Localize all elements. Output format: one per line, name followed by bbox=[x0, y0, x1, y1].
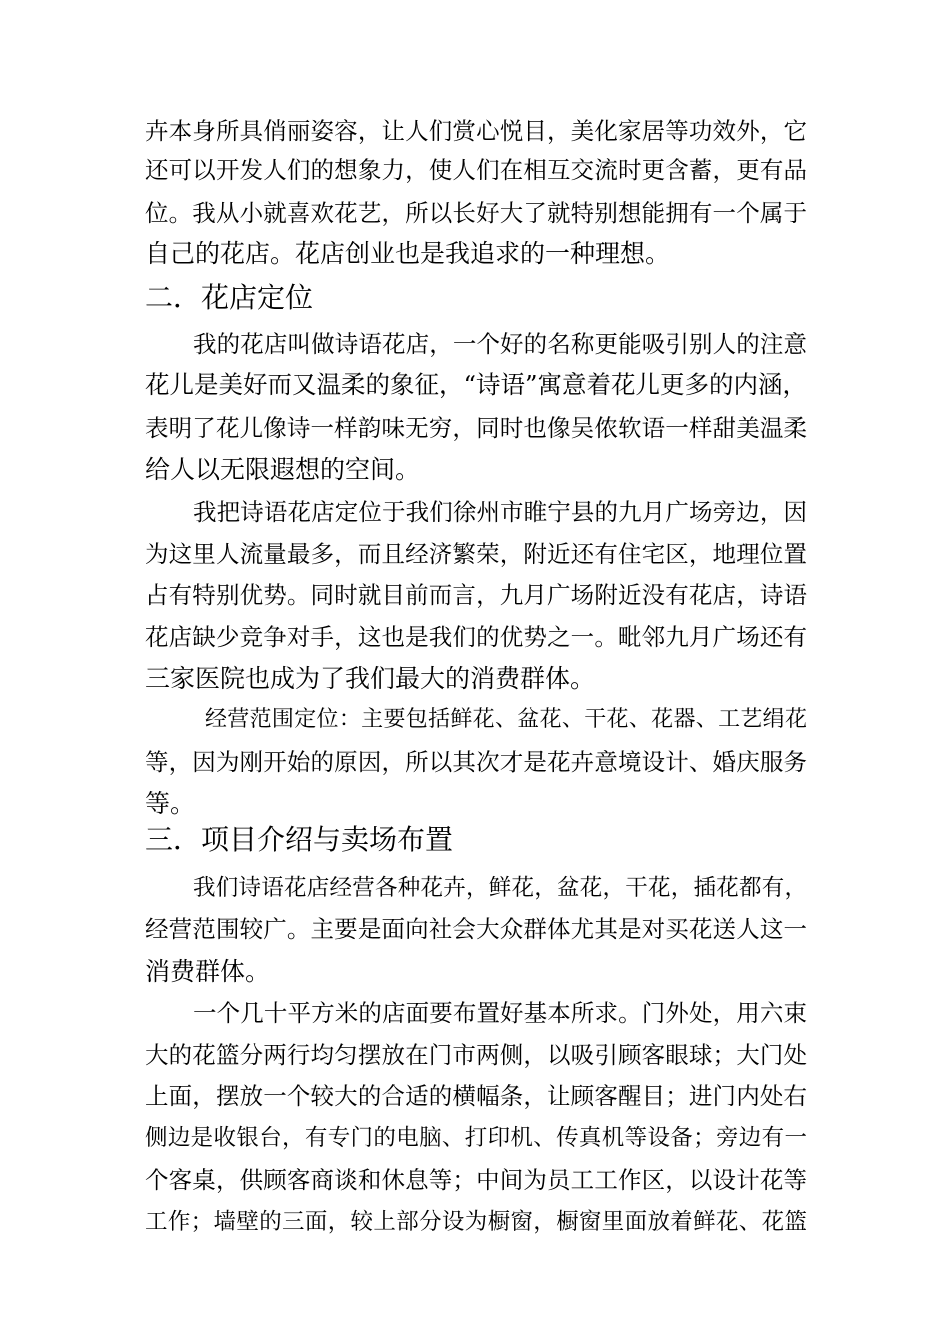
paragraph-line: 大的花篮分两行均匀摆放在门市两侧，以吸引顾客眼球；大门处 bbox=[145, 1041, 807, 1069]
paragraph-line: 我们诗语花店经营各种花卉，鲜花，盆花，干花，插花都有， bbox=[193, 875, 807, 901]
paragraph-line: 个客桌，供顾客商谈和休息等；中间为员工工作区，以设计花等 bbox=[145, 1166, 807, 1194]
paragraph-line: 三家医院也成为了我们最大的消费群体。 bbox=[145, 664, 596, 693]
paragraph-line: 还可以开发人们的想象力，使人们在相互交流时更含蓄，更有品 bbox=[145, 156, 807, 184]
paragraph-line: 表明了花儿像诗一样韵味无穷，同时也像吴侬软语一样甜美温柔 bbox=[145, 414, 807, 442]
paragraph-line: 自己的花店。花店创业也是我追求的一种理想。 bbox=[145, 239, 671, 268]
paragraph-line: 工作；墙壁的三面，较上部分设为橱窗，橱窗里面放着鲜花、花篮 bbox=[145, 1209, 807, 1235]
paragraph-line: 侧边是收银台，有专门的电脑、打印机、传真机等设备；旁边有一 bbox=[145, 1125, 807, 1151]
paragraph-line: 占有特别优势。同时就目前而言，九月广场附近没有花店，诗语 bbox=[145, 581, 807, 609]
paragraph-line: 我的花店叫做诗语花店，一个好的名称更能吸引别人的注意 bbox=[193, 330, 807, 358]
paragraph-line: 上面，摆放一个较大的合适的横幅条，让顾客醒目；进门内处右 bbox=[145, 1082, 807, 1110]
paragraph-line: 我把诗语花店定位于我们徐州市睢宁县的九月广场旁边，因 bbox=[193, 498, 807, 526]
paragraph-line: 花儿是美好而又温柔的象征，“诗语”寓意着花儿更多的内涵， bbox=[145, 370, 808, 399]
section-heading: 三．项目介绍与卖场布置 bbox=[145, 823, 454, 856]
paragraph-line: 位。我从小就喜欢花艺，所以长好大了就特别想能拥有一个属于 bbox=[145, 199, 807, 227]
paragraph-line: 经营范围较广。主要是面向社会大众群体尤其是对买花送人这一 bbox=[145, 915, 807, 943]
paragraph-line: 等。 bbox=[145, 789, 196, 818]
section-heading: 二．花店定位 bbox=[145, 281, 314, 314]
paragraph-line: 一个几十平方米的店面要布置好基本所求。门外处，用六束 bbox=[193, 999, 807, 1027]
paragraph-line: 经营范围定位：主要包括鲜花、盆花、干花、花器、工艺绢花 bbox=[205, 707, 807, 732]
paragraph-line: 花店缺少竞争对手，这也是我们的优势之一。毗邻九月广场还有 bbox=[145, 623, 807, 651]
paragraph-line: 卉本身所具俏丽姿容，让人们赏心悦目，美化家居等功效外，它 bbox=[145, 117, 807, 145]
paragraph-line: 消费群体。 bbox=[145, 957, 271, 986]
paragraph-line: 给人以无限遐想的空间。 bbox=[145, 455, 421, 484]
paragraph-line: 等，因为刚开始的原因，所以其次才是花卉意境设计、婚庆服务 bbox=[145, 748, 807, 776]
paragraph-line: 为这里人流量最多，而且经济繁荣，附近还有住宅区，地理位置 bbox=[145, 540, 807, 568]
